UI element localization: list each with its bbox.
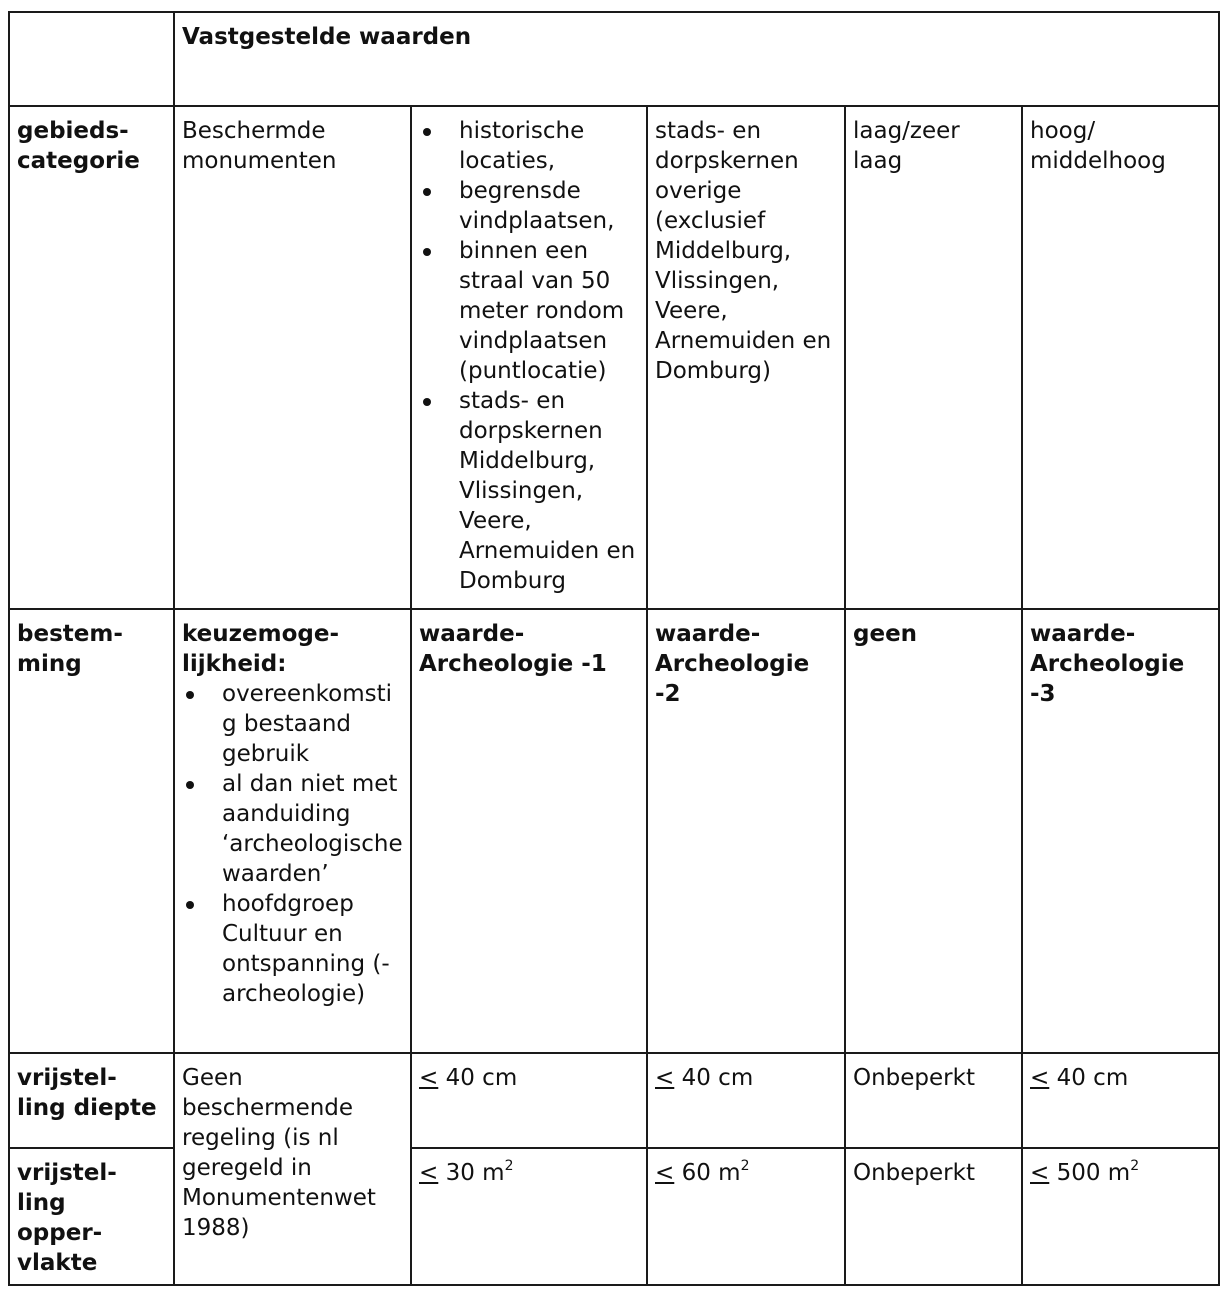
list-item: hoofdgroep Cultuur en ontspanning (-archeologie) <box>182 889 404 1009</box>
value-text: 60 m <box>674 1160 741 1186</box>
table-title: Vastgestelde waarden <box>174 12 1219 106</box>
row-label-vrijstelling-diepte <box>9 1053 174 1148</box>
row-label-line: vrijstel- <box>17 1160 117 1186</box>
row-gebiedscategorie <box>9 106 1219 609</box>
cell-diepte-archeologie-2 <box>647 1053 845 1148</box>
bullet-list <box>182 679 404 1009</box>
list-item: al dan niet met aanduiding ‘archeologische waarden’ <box>182 769 404 889</box>
title-line: lijkheid: <box>182 651 287 677</box>
cell-beschermde-monumenten: Beschermde monumenten <box>174 106 411 609</box>
value-text: 40 cm <box>674 1065 754 1091</box>
row-label-line: ling <box>17 1190 66 1216</box>
unit-exponent: 2 <box>504 1158 514 1174</box>
row-label-line: opper- <box>17 1220 103 1246</box>
row-label-gebiedscategorie <box>9 106 174 609</box>
row-label-line: vrijstel- <box>17 1065 117 1091</box>
cell-geen: geen <box>845 609 1022 1053</box>
bullet-list <box>419 116 640 596</box>
title-line: keuzemoge- <box>182 621 340 647</box>
cell-hoog-middelhoog: hoog/ middelhoog <box>1022 106 1219 609</box>
leq-symbol: < <box>419 1065 439 1091</box>
cell-diepte-onbeperkt: Onbeperkt <box>845 1053 1022 1148</box>
corner-cell <box>9 12 174 106</box>
row-label-line: categorie <box>17 148 140 174</box>
row-bestemming <box>9 609 1219 1053</box>
list-item: overeenkomstig bestaand gebruik <box>182 679 404 769</box>
cell-waarde-archeologie-1: waarde-Archeologie -1 <box>411 609 647 1053</box>
value-text: 40 cm <box>1049 1065 1129 1091</box>
row-label-bestemming <box>9 609 174 1053</box>
cell-waarde-archeologie-3: waarde-Archeologie -3 <box>1022 609 1219 1053</box>
cell-oppervlakte-archeologie-1 <box>411 1148 647 1285</box>
cell-keuzemogelijkheid <box>174 609 411 1053</box>
cell-geen-beschermende-regeling: Geen beschermende regeling (is nl geregeld in Monumentenwet 1988) <box>174 1053 411 1285</box>
row-label-line: bestem- <box>17 621 123 647</box>
leq-symbol: < <box>1030 1065 1050 1091</box>
value-text: 40 cm <box>438 1065 518 1091</box>
cell-archeologie-1-areas <box>411 106 647 609</box>
cell-laag-zeer-laag: laag/zeer laag <box>845 106 1022 609</box>
row-label-line: ming <box>17 651 82 677</box>
keuzemogelijkheid-title <box>182 619 404 679</box>
cell-diepte-archeologie-1 <box>411 1053 647 1148</box>
leq-symbol: < <box>655 1065 675 1091</box>
cell-oppervlakte-archeologie-2 <box>647 1148 845 1285</box>
values-table <box>8 11 1220 1286</box>
list-item: stads- en dorpskernen Middelburg, Vlissingen, Veere, Arnemuiden en Domburg <box>419 386 640 596</box>
cell-stads-dorpskernen-overige: stads- en dorpskernen overige (exclusief Middelburg, Vlissingen, Veere, Arnemuiden en Domburg) <box>647 106 845 609</box>
leq-symbol: < <box>419 1160 439 1186</box>
list-item: begrensde vindplaatsen, <box>419 176 640 236</box>
unit-exponent: 2 <box>1130 1158 1140 1174</box>
row-label-vrijstelling-oppervlakte <box>9 1148 174 1285</box>
cell-oppervlakte-onbeperkt: Onbeperkt <box>845 1148 1022 1285</box>
value-text: 30 m <box>438 1160 505 1186</box>
list-item: binnen een straal van 50 meter rondom vindplaatsen (puntlocatie) <box>419 236 640 386</box>
cell-diepte-archeologie-3 <box>1022 1053 1219 1148</box>
row-label-line: gebieds- <box>17 118 129 144</box>
unit-exponent: 2 <box>740 1158 750 1174</box>
cell-waarde-archeologie-2: waarde-Archeologie -2 <box>647 609 845 1053</box>
leq-symbol: < <box>655 1160 675 1186</box>
row-vrijstelling-diepte <box>9 1053 1219 1148</box>
row-label-line: vlakte <box>17 1250 98 1276</box>
header-row <box>9 12 1219 106</box>
leq-symbol: < <box>1030 1160 1050 1186</box>
row-label-line: ling diepte <box>17 1095 157 1121</box>
list-item: historische locaties, <box>419 116 640 176</box>
cell-oppervlakte-archeologie-3 <box>1022 1148 1219 1285</box>
value-text: 500 m <box>1049 1160 1131 1186</box>
